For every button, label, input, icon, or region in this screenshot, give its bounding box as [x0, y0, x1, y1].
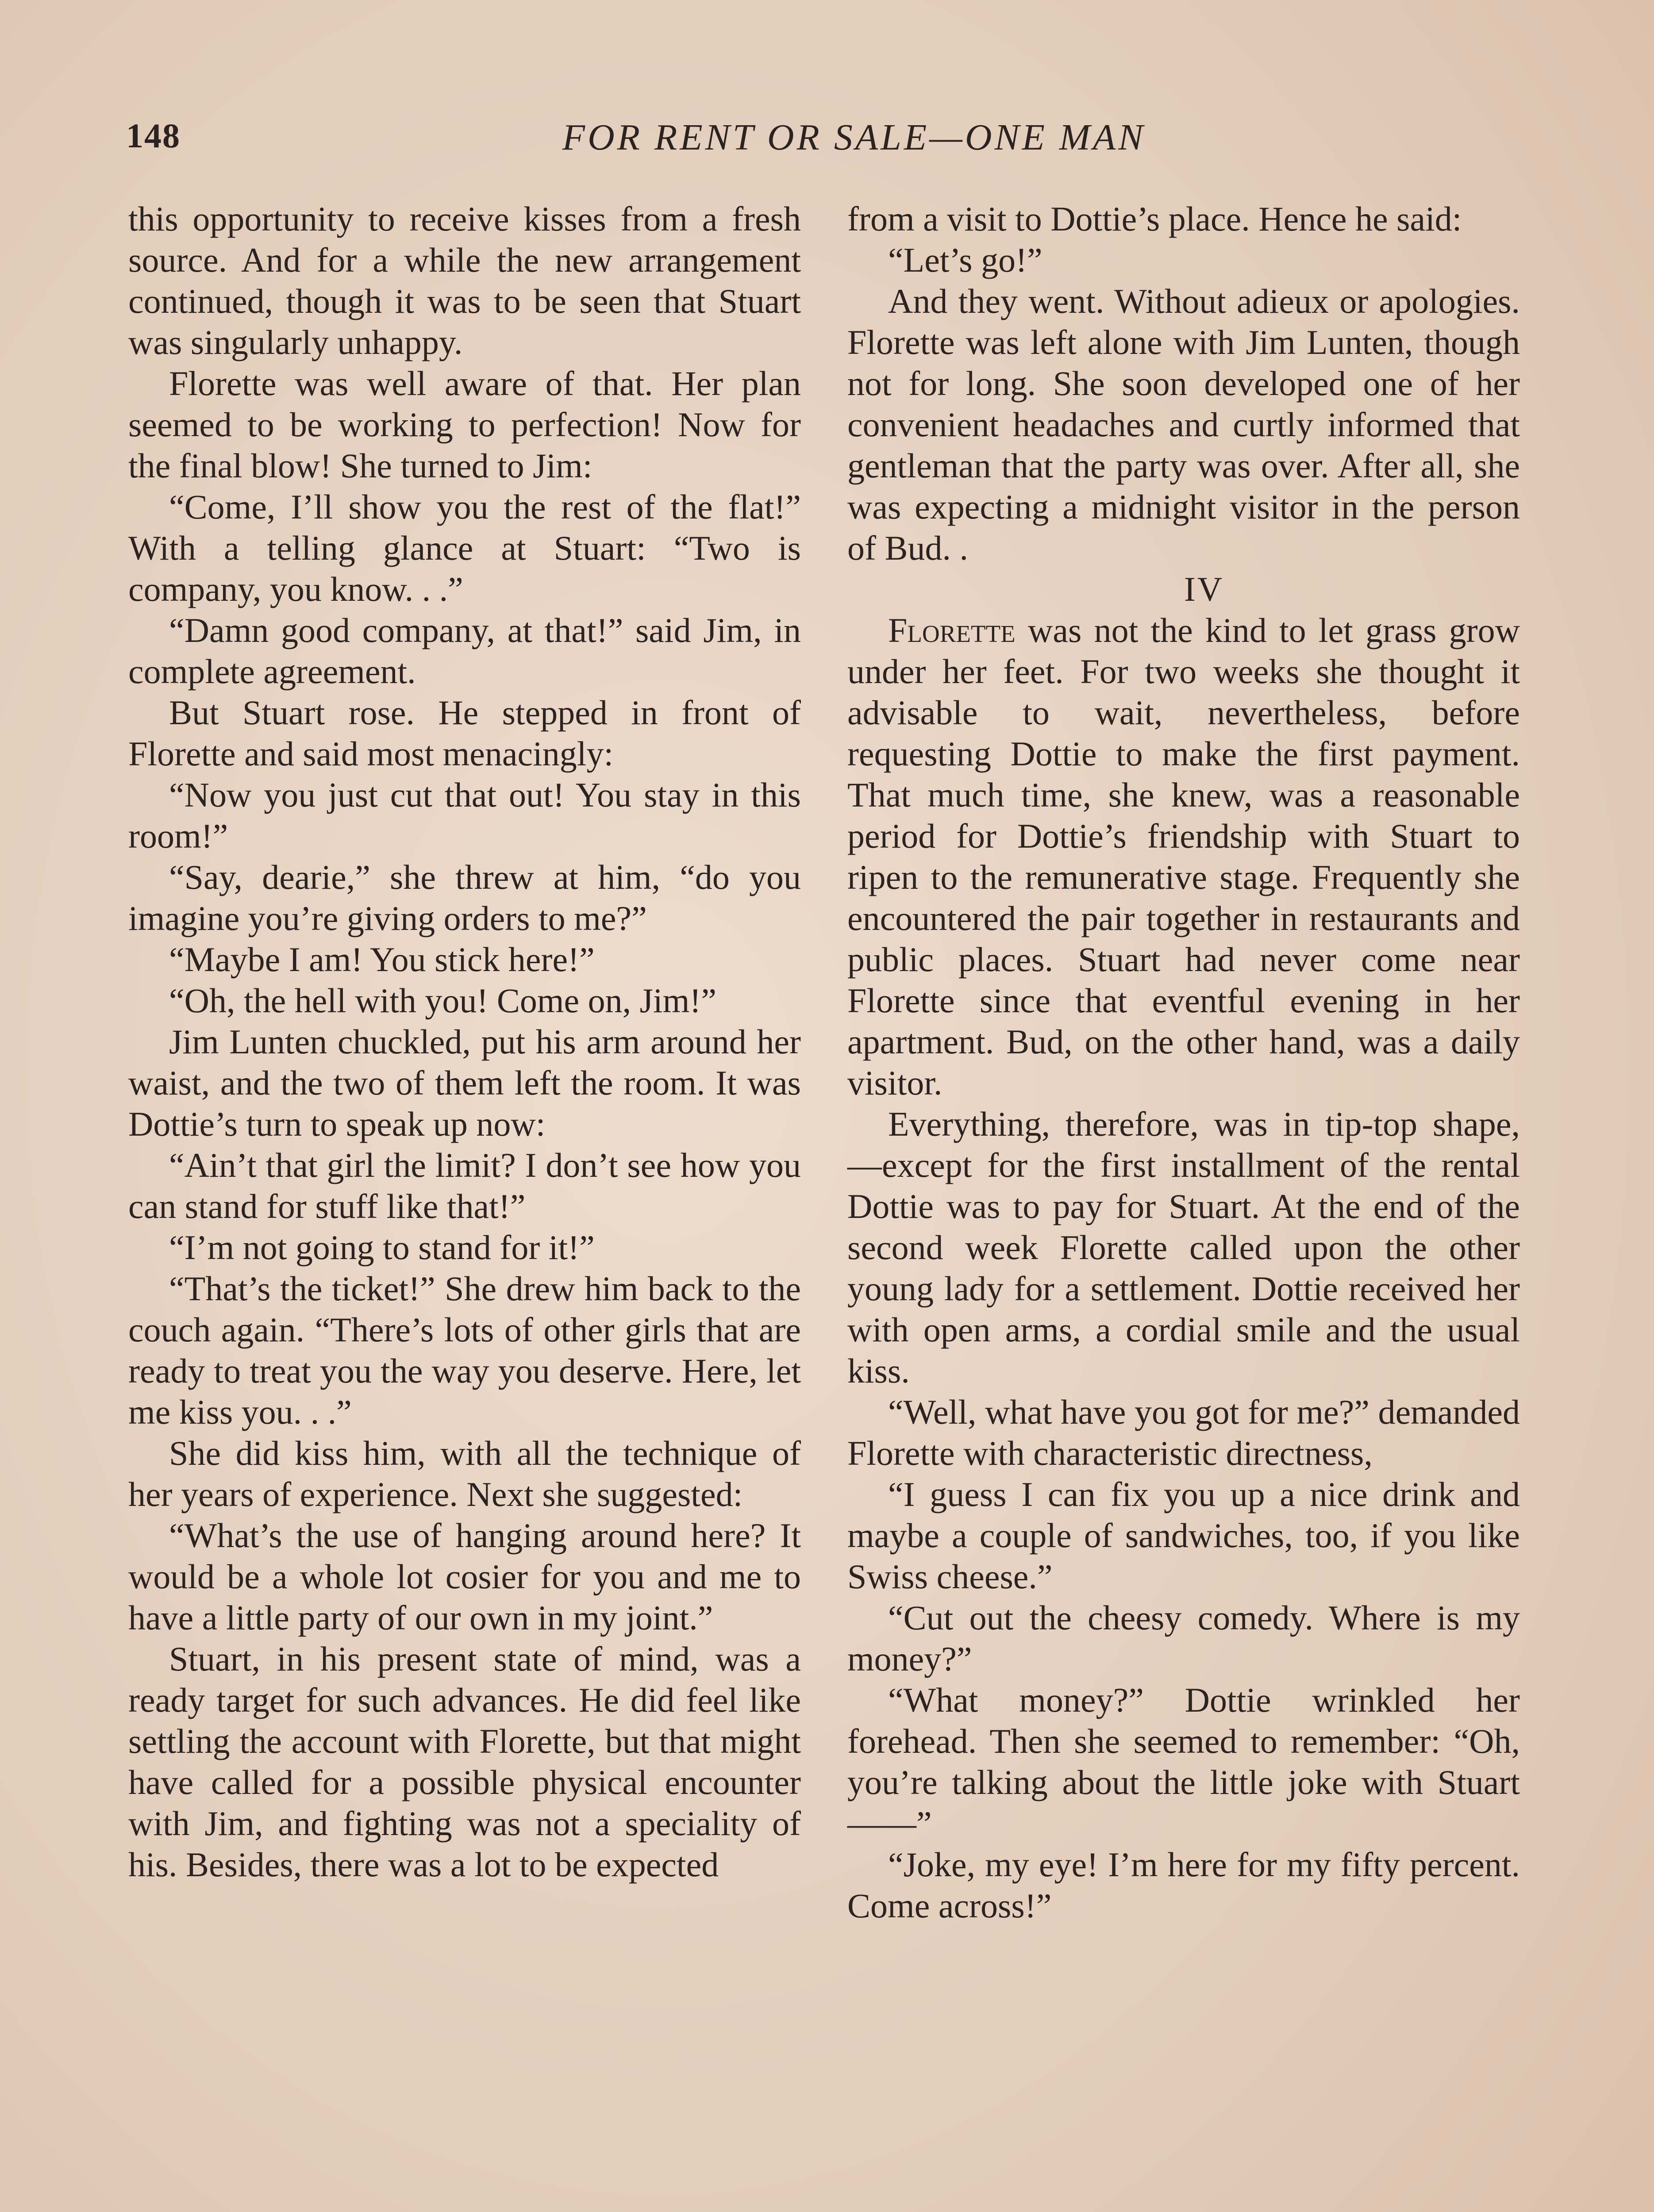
paragraph: “What money?” Dottie wrinkled her forehead. Then she seemed to remember: “Oh, you’re talking about the little joke with Stuart——” — [847, 1681, 1520, 1843]
paragraph: Florette was well aware of that. Her plan seemed to be working to perfection! Now for the final blow! She turned to Jim: — [128, 364, 801, 485]
paragraph: “Let’s go!” — [888, 241, 1042, 279]
paragraph: from a visit to Dottie’s place. Hence he said: — [847, 200, 1462, 238]
paragraph: “Oh, the hell with you! Come on, Jim!” — [169, 981, 716, 1020]
running-title: FOR RENT OR SALE—ONE MAN — [562, 117, 1146, 158]
paragraph: “Come, I’ll show you the rest of the flat!” With a telling glance at Stuart: “Two is company, you know. . .” — [128, 488, 801, 608]
paragraph: “Now you just cut that out! You stay in this room!” — [128, 776, 801, 855]
paragraph: “Cut out the cheesy comedy. Where is my money?” — [847, 1598, 1520, 1678]
page-header — [126, 116, 1529, 165]
paragraph: Everything, therefore, was in tip-top shape,—except for the first installment of the rental Dottie was to pay for Stuart. At the end of the second week Florette called upon the other young lady for a settlement. Dottie received her with open arms, a cordial smile and the usual kiss. — [847, 1105, 1520, 1390]
section-opening-paragraph — [847, 610, 1520, 1103]
paragraph: And they went. Without adieux or apologies. Florette was left alone with Jim Lunten, though not for long. She soon developed one of her convenient headaches and curtly informed that gentleman that the party was over. After all, she was expecting a midnight visitor in the person of Bud. . — [847, 282, 1520, 567]
right-column — [847, 198, 1520, 1926]
section-opening-text: was not the kind to let grass grow under her feet. For two weeks she thought it advisable to wait, nevertheless, before requesting Dottie to make the first payment. That much time, she knew, was a reasonable period for Dottie’s friendship with Stuart to ripen to the remunerative stage. Frequently she encountered the pair together in restaurants and public places. Stuart had never come near Florette since that eventful evening in her apartment. Bud, on the other hand, was a daily visitor. — [847, 611, 1520, 1102]
paragraph: “Well, what have you got for me?” demanded Florette with characteristic directness, — [847, 1393, 1520, 1472]
section-opening-word: Florette — [888, 611, 1015, 649]
left-column — [128, 198, 801, 1885]
paragraph: “Say, dearie,” she threw at him, “do you imagine you’re giving orders to me?” — [128, 858, 801, 937]
paragraph: She did kiss him, with all the technique of her years of experience. Next she suggested: — [128, 1434, 801, 1513]
paragraph: “Maybe I am! You stick here!” — [169, 940, 595, 979]
paragraph: this opportunity to receive kisses from a fresh source. And for a while the new arrangement continued, though it was to be seen that Stuart was singularly unhappy. — [128, 200, 801, 361]
paragraph: Jim Lunten chuckled, put his arm around her waist, and the two of them left the room. It was Dottie’s turn to speak up now: — [128, 1022, 801, 1143]
paragraph: “I’m not going to stand for it!” — [169, 1228, 595, 1267]
paragraph: “What’s the use of hanging around here? It would be a whole lot cosier for you and me to have a little party of our own in my joint.” — [128, 1516, 801, 1637]
paragraph: “Ain’t that girl the limit? I don’t see how you can stand for stuff like that!” — [128, 1146, 801, 1225]
paragraph: But Stuart rose. He stepped in front of Florette and said most menacingly: — [128, 693, 801, 773]
paragraph: “That’s the ticket!” She drew him back to the couch again. “There’s lots of other girls that are ready to treat you the way you deserve. Here, let me kiss you. . .” — [128, 1269, 801, 1431]
paragraph: “Damn good company, at that!” said Jim, in complete agreement. — [128, 611, 801, 691]
paragraph: “I guess I can fix you up a nice drink and maybe a couple of sandwiches, too, if you like Swiss cheese.” — [847, 1475, 1520, 1596]
paragraph: “Joke, my eye! I’m here for my fifty percent. Come across!” — [847, 1845, 1520, 1925]
paragraph: Stuart, in his present state of mind, was a ready target for such advances. He did feel like settling the account with Florette, but that might have called for a possible physical encounter with Jim, and fighting was not a speciality of his. Besides, there was a lot to be expected — [128, 1640, 801, 1884]
section-number: IV — [1184, 570, 1224, 608]
page-number: 148 — [126, 116, 181, 155]
